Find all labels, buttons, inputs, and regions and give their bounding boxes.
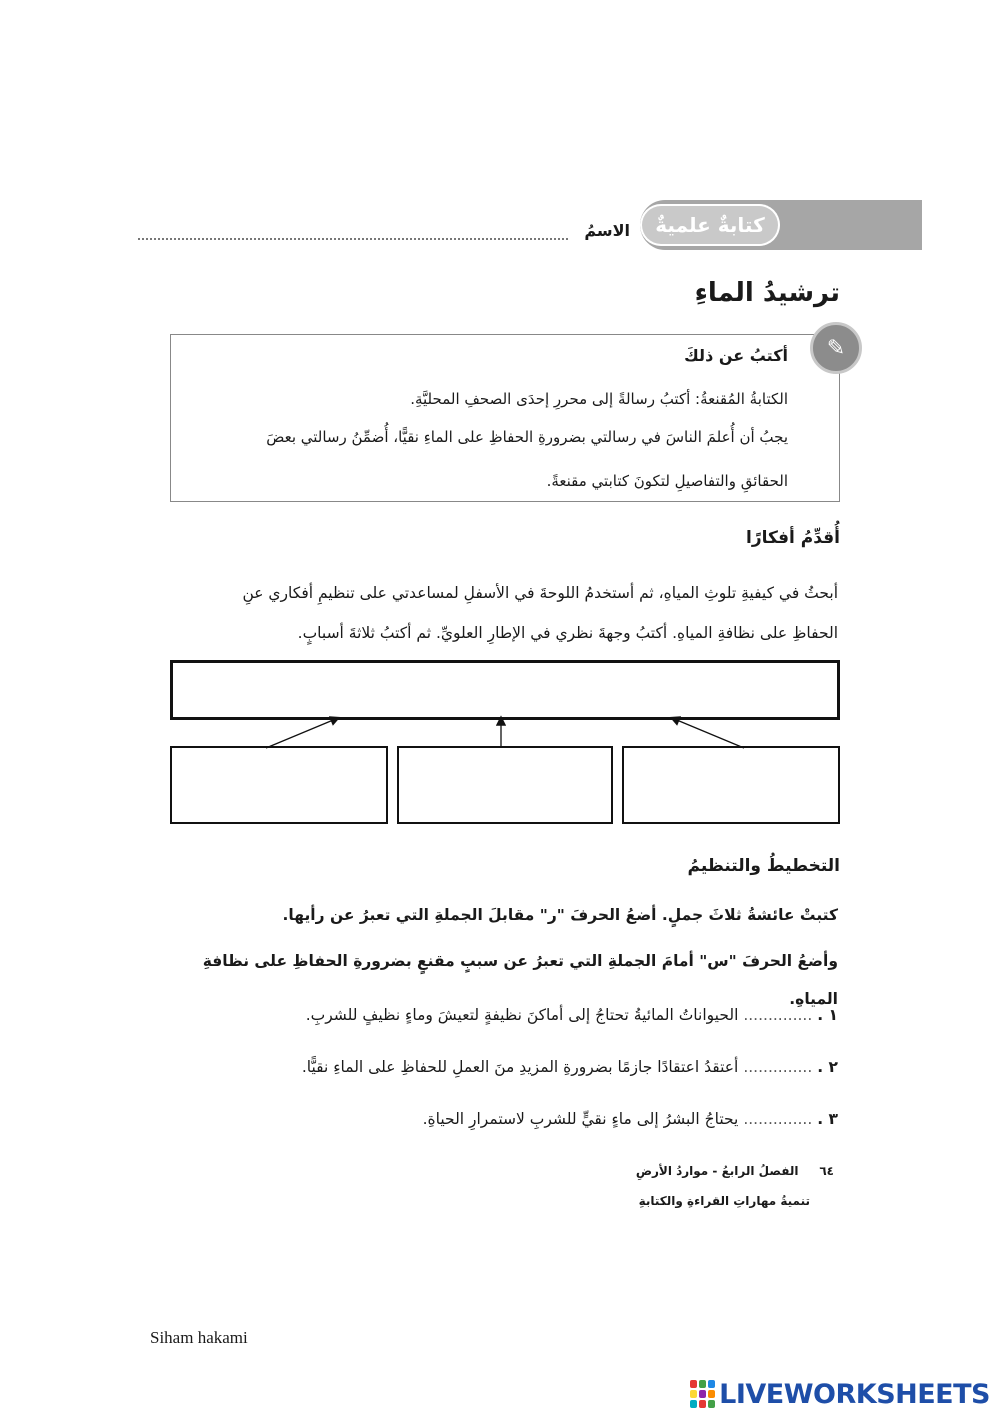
logo-square [699, 1380, 706, 1388]
logo-square [699, 1390, 706, 1398]
ideas-line: أبحثُ في كيفيةِ تلوثِ المياهِ، ثم أستخدمُ اللوحةَ في الأسفلِ لمساعدتي على تنظيمِ أفكاري عنِ [242, 584, 838, 602]
page-footer-chapter [600, 1164, 834, 1178]
page-title: ترشيدُ الماءِ [694, 278, 840, 308]
reason-box-2[interactable] [397, 746, 613, 824]
logo-square [699, 1400, 706, 1408]
prompt-line: يجبُ أن أُعلمَ الناسَ في رسالتي بضرورةِ الحفاظِ على الماءِ نقيًّا، أُضمِّنُ رسالتي بعضَ [266, 428, 788, 446]
book-title: تنميةُ مهاراتِ القراءةِ والكتابةِ [638, 1194, 810, 1208]
pencil-icon: ✎ [810, 322, 862, 374]
list-item [200, 1006, 838, 1024]
page-number: ٦٤ [819, 1164, 834, 1178]
section-badge: كتابةٌ علميةٌ [640, 204, 780, 246]
logo-square [690, 1380, 697, 1388]
arrow-left [266, 718, 338, 748]
item-text: يحتاجُ البشرُ إلى ماءٍ نقيٍّ للشربِ لاستمرارِ الحياةِ. [422, 1110, 739, 1128]
ideas-heading: أُقدِّمُ أفكارًا [746, 528, 840, 548]
item-number: ١ . [817, 1006, 838, 1024]
item-text: الحيواناتُ المائيةُ تحتاجُ إلى أماكنَ نظيفةٍ لتعيشَ وماءٍ نظيفٍ للشربِ. [305, 1006, 739, 1024]
logo-square [708, 1390, 715, 1398]
planning-instruction: وأضعُ الحرفَ "س" أمامَ الجملةِ التي تعبرُ عن سببٍ مقنعٍ بضرورةِ الحفاظِ على نظافةِ المياهِ. [202, 952, 838, 1008]
item-number: ٢ . [817, 1058, 838, 1076]
liveworksheets-text: LIVEWORKSHEETS [719, 1378, 990, 1410]
prompt-line: الحقائقِ والتفاصيلِ لتكونَ كتابتي مقنعةً. [546, 472, 788, 490]
answer-blank[interactable]: .............. [743, 1110, 813, 1128]
reason-box-1[interactable] [622, 746, 840, 824]
planning-instruction: كتبتْ عائشةُ ثلاثَ جملٍ. أضعُ الحرفَ "ر" مقابلَ الجملةِ التي تعبرُ عن رأيها. [282, 906, 838, 924]
list-item [200, 1110, 838, 1128]
logo-square [690, 1390, 697, 1398]
author-name: Siham hakami [150, 1328, 248, 1347]
reason-box-3[interactable] [170, 746, 388, 824]
name-label: الاسمُ [584, 221, 630, 240]
logo-square [708, 1380, 715, 1388]
answer-blank[interactable]: .............. [743, 1058, 813, 1076]
prompt-heading: أكتبُ عن ذلكَ [684, 346, 788, 365]
planning-heading: التخطيطُ والتنظيمُ [687, 856, 840, 876]
logo-square [690, 1400, 697, 1408]
prompt-line: الكتابةُ المُقنعةُ: أكتبُ رسالةً إلى محررِ إحدَى الصحفِ المحليَّةِ. [410, 390, 788, 408]
item-number: ٣ . [817, 1110, 838, 1128]
liveworksheets-logo [690, 1376, 990, 1412]
answer-blank[interactable]: .............. [743, 1006, 813, 1024]
item-text: أعتقدُ اعتقادًا جازمًا بضرورةِ المزيدِ منَ العملِ للحفاظِ على الماءِ نقيًّا. [301, 1058, 739, 1076]
liveworksheets-icon [690, 1380, 715, 1408]
arrow-right [672, 718, 744, 748]
list-item [200, 1058, 838, 1076]
chapter-title: الفصلُ الرابعُ - مواردُ الأرضِ [635, 1164, 799, 1178]
name-input-line[interactable] [138, 238, 568, 240]
ideas-line: الحفاظِ على نظافةِ المياهِ. أكتبُ وجهةَ نظري في الإطارِ العلويِّ. ثم أكتبُ ثلاثةَ أسبابٍ. [297, 624, 838, 642]
logo-square [708, 1400, 715, 1408]
